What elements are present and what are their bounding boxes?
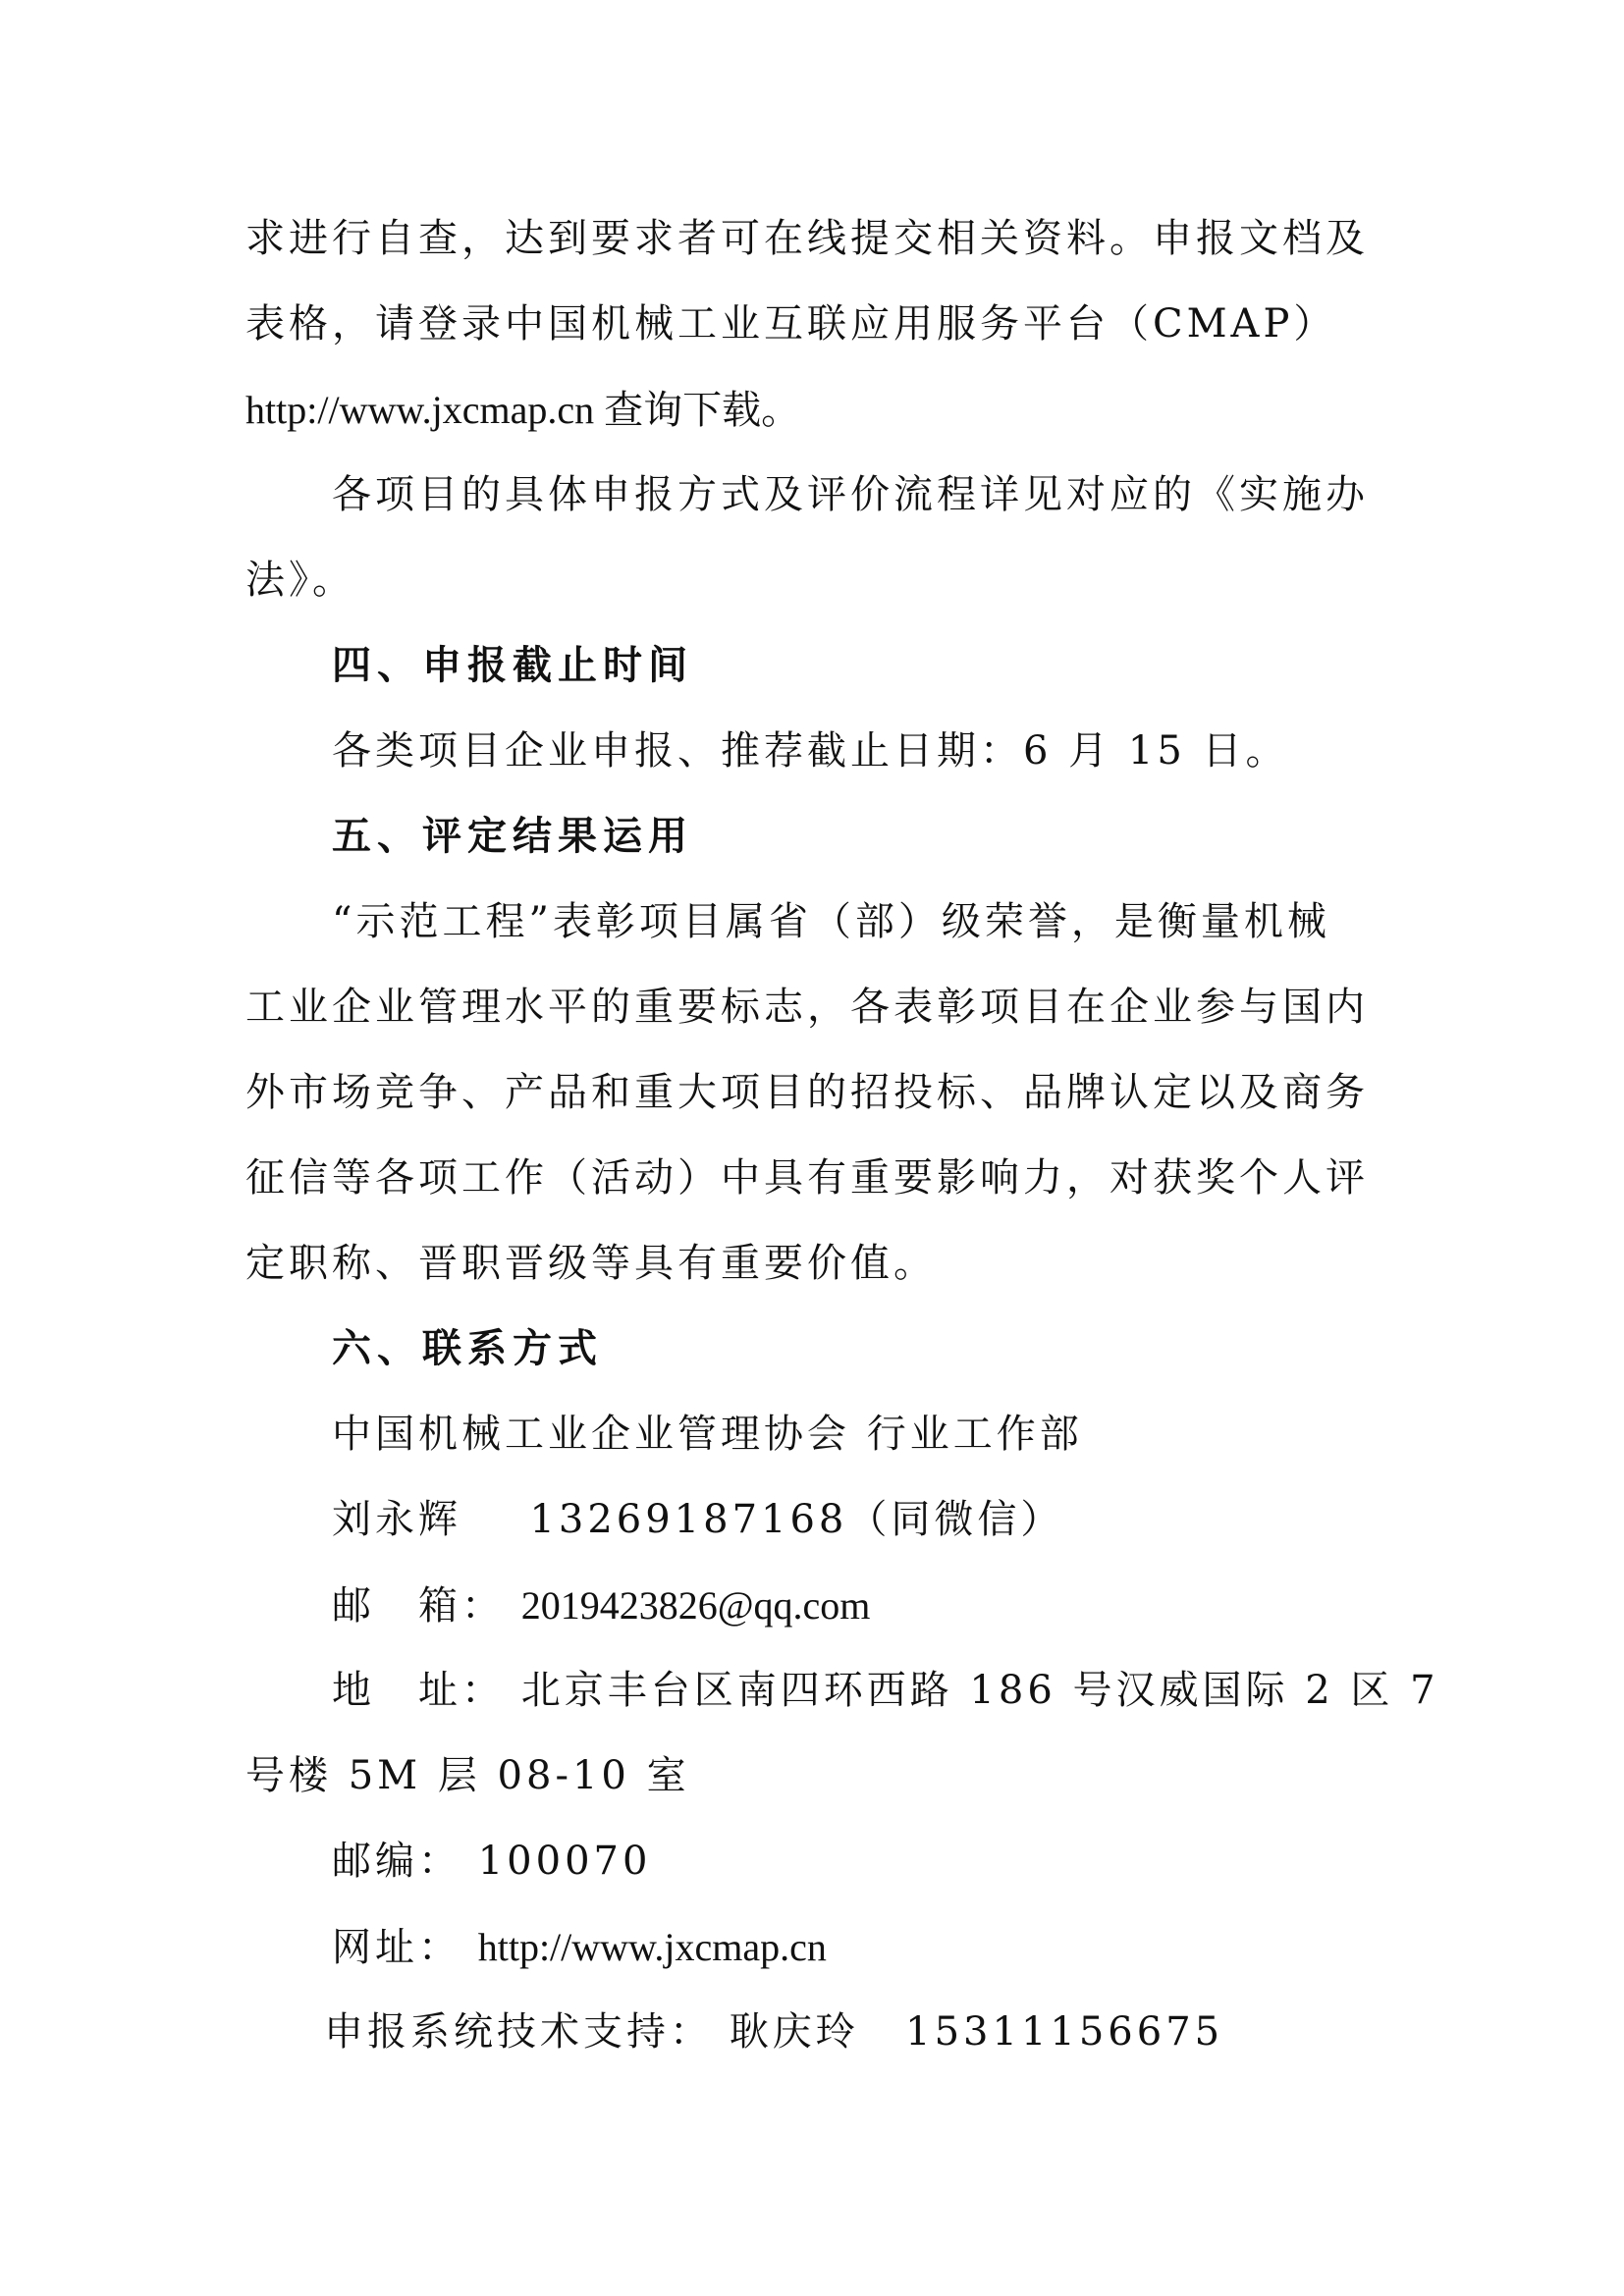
postcode-label: 邮编： — [332, 1839, 461, 1884]
support-name: 耿庆玲 — [729, 2009, 859, 2055]
org-name: 中国机械工业企业管理协会 行业工作部 — [332, 1412, 1083, 1457]
text-line: 各类项目企业申报、推荐截止日期：6 月 15 日。 — [332, 728, 1289, 774]
section-heading: 五、评定结果运用 — [332, 814, 693, 859]
website-line — [245, 1904, 1384, 1990]
text-line: 工业企业管理水平的重要标志，各表彰项目在企业参与国内 — [245, 985, 1369, 1030]
text-line: 征信等各项工作（活动）中具有重要影响力，对获奖个人评 — [245, 1155, 1369, 1201]
text-line: 求进行自查，达到要求者可在线提交相关资料。申报文档及 — [245, 216, 1369, 261]
section4 — [245, 623, 1384, 794]
text-line: 各项目的具体申报方式及评价流程详见对应的《实施办 — [332, 472, 1369, 517]
address-line — [245, 1648, 1439, 1734]
postcode-line — [245, 1819, 1384, 1904]
text-line: 表格，请登录中国机械工业互联应用服务平台（CMAP） — [245, 301, 1337, 347]
postcode-value: 100070 — [477, 1839, 652, 1884]
support-line — [245, 1990, 1384, 2075]
support-phone: 15311156675 — [905, 2009, 1224, 2055]
section6 — [245, 1307, 1439, 2075]
contact-name: 刘永辉 — [332, 1497, 461, 1542]
section-heading: 四、申报截止时间 — [332, 643, 693, 688]
email-line — [245, 1563, 1384, 1648]
text-line: 外市场竞争、产品和重大项目的招投标、品牌认定以及商务 — [245, 1070, 1369, 1115]
section3-tail — [245, 196, 1384, 623]
text-line: 定职称、晋职晋级等具有重要价值。 — [245, 1241, 937, 1286]
website-value: http://www.jxcmap.cn — [477, 1925, 827, 1969]
contact-line — [245, 1477, 1384, 1563]
support-label: 申报系统技术支持： — [324, 2009, 713, 2055]
text-line: 法》。 — [245, 558, 355, 603]
address-line2: 号楼 5M 层 08-10 室 — [245, 1753, 690, 1798]
address-line1: 北京丰台区南四环西路 186 号汉威国际 2 区 7 — [520, 1668, 1439, 1713]
email-value: 2019423826@qq.com — [520, 1583, 871, 1628]
contact-phone: 13269187168（同微信） — [529, 1497, 1064, 1542]
text-line: “示范工程”表彰项目属省（部）级荣誉，是衡量机械 — [332, 899, 1330, 944]
section-heading: 六、联系方式 — [332, 1326, 603, 1371]
website-label: 网址： — [332, 1925, 461, 1970]
email-label: 邮 箱： — [332, 1583, 505, 1629]
address-label: 地 址： — [332, 1668, 505, 1713]
section5 — [245, 794, 1384, 1307]
website-text-line: http://www.jxcmap.cn 查询下载。 — [245, 388, 801, 432]
